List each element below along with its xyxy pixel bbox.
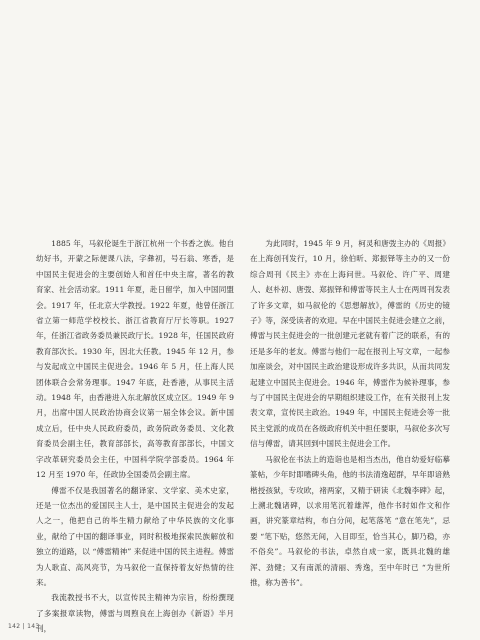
- paragraph-journals: 我流教授书不大，以宣传民主精神为宗旨，纷纷撰现了多案报章读物，傅雷与周煦良在上海创办《新语》半月刊，: [36, 593, 234, 634]
- article-right-column: [250, 236, 450, 590]
- paragraph-fu-lei-intro: 傅雷不仅是我国著名的翻译家、文学家、美术史家，还是一位杰出的爱国民主人士，是中国民主促进会的发起人之一，他把自己的毕生精力献给了中华民族的文化事业，献给了中国的翻译事业，同时积极地探索民族解放和独立的道路，以 “傅雷精神” 来促进中国的民主进程。傅雷为人耿直、高风亮节，为马叙伦一直保持着友好热情的往来。: [36, 485, 234, 587]
- paragraph-calligraphy: 马叙伦在书法上的造诣也是相当杰出，他自幼爱好临摹篆帖，少年时即嗜碑头角，他的书法清逸超群，早年即谙熟楷授孩狱，专攻欧，褚两家，又精于研读《北魏李碑》起，上溯北魏诸碑，以求用笔沉着雄浑，他作书时如作文和作画，讲究篆章结构，布白分间，起笔落笔 “意在笔先”，忌要 “笔下贴，悠然无间，入目即至，恰当其心，脚乃稳，亦不俗矣”。马叙伦的书法，卓然自成一家，既具北魏的雄浑、劲健；又有南派的清丽、秀逸，至中年时已 “为世所推，称为善书”。: [250, 454, 450, 587]
- page-number: 142 | 143: [8, 623, 40, 630]
- article-left-column: [36, 236, 234, 637]
- paragraph-weekly-journals: 为此同时，1945 年 9 月，柯灵和唐弢主办的《周报》在上海创刊发行，10 月，徐伯昕、郑振铎等主办的又一份综合周刊《民主》亦在上海问世。马叙伦、许广平、周建人、赵朴初、唐弢、郑振铎和傅雷等民主人士在两周刊发表了许多文章，如马叙伦的《思想解放》，傅雷的《历史的镜子》等，深受读者的欢迎。早在中国民主促进会建立之前，傅雷与民主促进会的一批创建元老就有着广泛的联系，有的还是多年的老友。傅雷与他们一起在报刊上写文章，一起参加座谈会，对中国民主政治建设形成许多共识，从而共同发起建立中国民主促进会。1946 年，傅雷作为候补理事，参与了中国民主促进会的早期组织建设工作，在有关报刊上发表文章，宣传民主政治。1949 年，中国民主促进会等一批民主党派的成员在各级政府机关中担任要职，马叙伦多次写信与傅雷，请其回到中国民主促进会工作。: [250, 239, 450, 449]
- paragraph-ma-xulun-biography: 1885 年，马叙伦诞生于浙江杭州一个书香之族。他自幼好书，开蒙之际便课八法，字彝初，号石翁、寒香，是中国民主促进会的主要创始人和首任中央主席，著名的教育家、社会活动家。1911 年夏，赴日留学，加入中国同盟会。1917 年，任北京大学教授。1922 年夏，他曾任浙江省立第一师范学校校长、浙江省教育厅厅长等职。1927 年，任浙江省政务委员兼民政厅长。1928 年，任国民政府教育部次长。1930 年，因北大任教。1945 年 12 月，参与发起成立中国民主促进会。1946 年 5 月，任上海人民团体联合会常务理事。1947 年底，赴香港，从事民主活动。1948 年，由香港进入东北解放区成立区。1949 年 9 月，出席中国人民政治协商会议第一届全体会议。新中国成立后，任中央人民政府委员，政务院政务委员、文化教育委员会副主任，教育部部长，高等教育部部长，中国文字改革研究委员会主任，中国科学院学部委员。1964 年 12 月至 1970 年，任政协全国委员会副主席。: [36, 239, 234, 480]
